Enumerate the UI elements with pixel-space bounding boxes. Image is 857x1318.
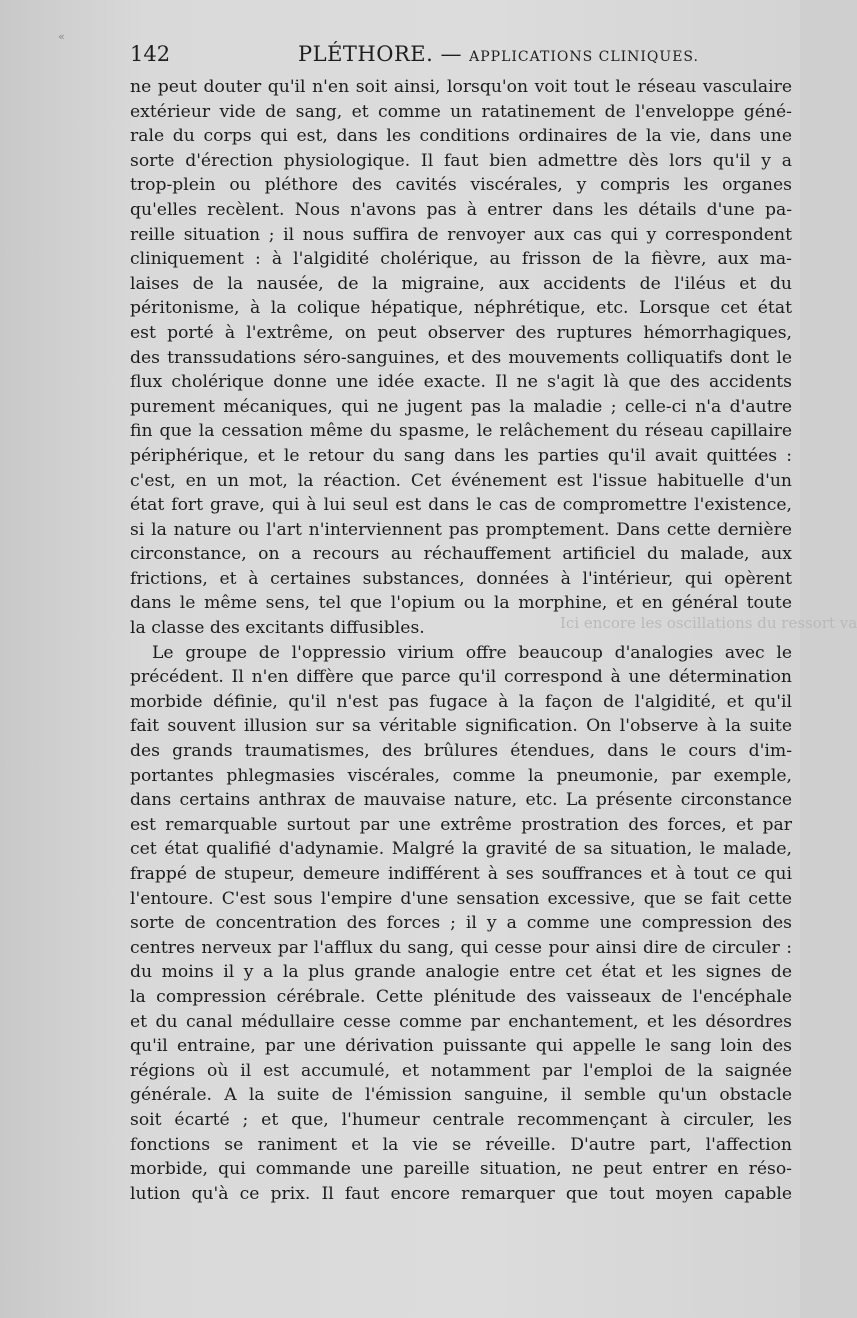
text-line: extérieur vide de sang, et comme un ratatinement de l'enveloppe géné- (130, 101, 792, 122)
text-line: et du canal médullaire cesse comme par enchantement, et les désordres (130, 1011, 792, 1032)
body-text (130, 75, 792, 1206)
text-line: cliniquement : à l'algidité cholérique, au frisson de la fièvre, aux ma- (130, 249, 792, 270)
bleed-through-text: Ici encore les oscillations du ressort va (560, 614, 857, 632)
text-line: état fort grave, qui à lui seul est dans le cas de compromettre l'existence, (130, 495, 792, 516)
text-line: rale du corps qui est, dans les conditions ordinaires de la vie, dans une (130, 126, 792, 147)
text-line: sorte de concentration des forces ; il y a comme une compression des (130, 913, 792, 934)
running-title: PLÉTHORE. (298, 42, 434, 66)
running-head (298, 42, 699, 66)
running-dash: — (440, 42, 462, 66)
text-line: la compression cérébrale. Cette plénitude des vaisseaux de l'encéphale (130, 986, 792, 1007)
text-line: des grands traumatismes, des brûlures étendues, dans le cours d'im- (130, 741, 792, 762)
page-header (130, 42, 790, 72)
text-line: flux cholérique donne une idée exacte. Il ne s'agit là que des accidents (130, 372, 792, 393)
text-line: circonstance, on a recours au réchauffement artificiel du malade, aux (130, 544, 792, 565)
text-line: cet état qualifié d'adynamie. Malgré la gravité de sa situation, le malade, (130, 839, 792, 860)
text-line: des transsudations séro-sanguines, et des mouvements colliquatifs dont le (130, 347, 792, 368)
text-line: qu'il entraine, par une dérivation puissante qui appelle le sang loin des (130, 1036, 792, 1057)
margin-mark: « (58, 30, 65, 43)
text-line: du moins il y a la plus grande analogie entre cet état et les signes de (130, 962, 792, 983)
text-line: périphérique, et le retour du sang dans les parties qu'il avait quittées : (130, 445, 792, 466)
text-line: Le groupe de l'oppressio virium offre beaucoup d'analogies avec le (152, 642, 792, 663)
running-section: APPLICATIONS CLINIQUES. (469, 49, 699, 65)
text-line: générale. A la suite de l'émission sanguine, il semble qu'un obstacle (130, 1085, 792, 1106)
text-line: précédent. Il n'en diffère que parce qu'il correspond à une détermination (130, 667, 792, 688)
page-number: 142 (130, 42, 171, 66)
text-line: fin que la cessation même du spasme, le relâchement du réseau capillaire (130, 421, 792, 442)
text-line: centres nerveux par l'afflux du sang, qui cesse pour ainsi dire de circuler : (130, 937, 792, 958)
text-line: frappé de stupeur, demeure indifférent à ses souffrances et à tout ce qui (130, 864, 792, 884)
text-line: dans certains anthrax de mauvaise nature, etc. La présente circonstance (130, 790, 792, 811)
text-line: péritonisme, à la colique hépatique, néphrétique, etc. Lorsque cet état (130, 298, 792, 319)
text-line: trop-plein ou pléthore des cavités viscérales, y compris les organes (130, 175, 792, 196)
text-line: régions où il est accumulé, et notamment par l'emploi de la saignée (130, 1060, 792, 1081)
text-line: morbide définie, qu'il n'est pas fugace à la façon de l'algidité, et qu'il (130, 691, 792, 712)
text-line: est remarquable surtout par une extrême prostration des forces, et par (130, 814, 792, 835)
text-line: reille situation ; il nous suffira de renvoyer aux cas qui y correspondent (130, 224, 792, 245)
text-line: frictions, et à certaines substances, données à l'intérieur, qui opèrent (130, 568, 792, 589)
text-line: ne peut douter qu'il n'en soit ainsi, lorsqu'on voit tout le réseau vasculaire (130, 77, 792, 97)
text-line: dans le même sens, tel que l'opium ou la morphine, et en général toute (130, 593, 792, 614)
text-line: qu'elles recèlent. Nous n'avons pas à entrer dans les détails d'une pa- (130, 199, 792, 220)
text-line: laises de la nausée, de la migraine, aux accidents de l'iléus et du (130, 273, 792, 294)
text-line: si la nature ou l'art n'interviennent pas promptement. Dans cette dernière (130, 519, 792, 540)
text-line: portantes phlegmasies viscérales, comme la pneumonie, par exemple, (130, 765, 792, 786)
text-line: purement mécaniques, qui ne jugent pas la maladie ; celle-ci n'a d'autre (130, 396, 792, 417)
text-line: c'est, en un mot, la réaction. Cet événement est l'issue habituelle d'un (130, 470, 792, 491)
text-line: fait souvent illusion sur sa véritable signification. On l'observe à la suite (130, 716, 792, 737)
text-line: est porté à l'extrême, on peut observer des ruptures hémorrhagiques, (130, 322, 792, 343)
text-line: la classe des excitants diffusibles. (130, 618, 425, 639)
text-line: lution qu'à ce prix. Il faut encore remarquer que tout moyen capable (130, 1183, 792, 1204)
text-line: morbide, qui commande une pareille situation, ne peut entrer en réso- (130, 1159, 792, 1180)
text-line: sorte d'érection physiologique. Il faut bien admettre dès lors qu'il y a (130, 150, 792, 171)
text-line: l'entoure. C'est sous l'empire d'une sensation excessive, que se fait cette (130, 888, 792, 909)
text-line: soit écarté ; et que, l'humeur centrale recommençant à circuler, les (130, 1109, 792, 1130)
text-line: fonctions se raniment et la vie se réveille. D'autre part, l'affection (130, 1134, 792, 1155)
